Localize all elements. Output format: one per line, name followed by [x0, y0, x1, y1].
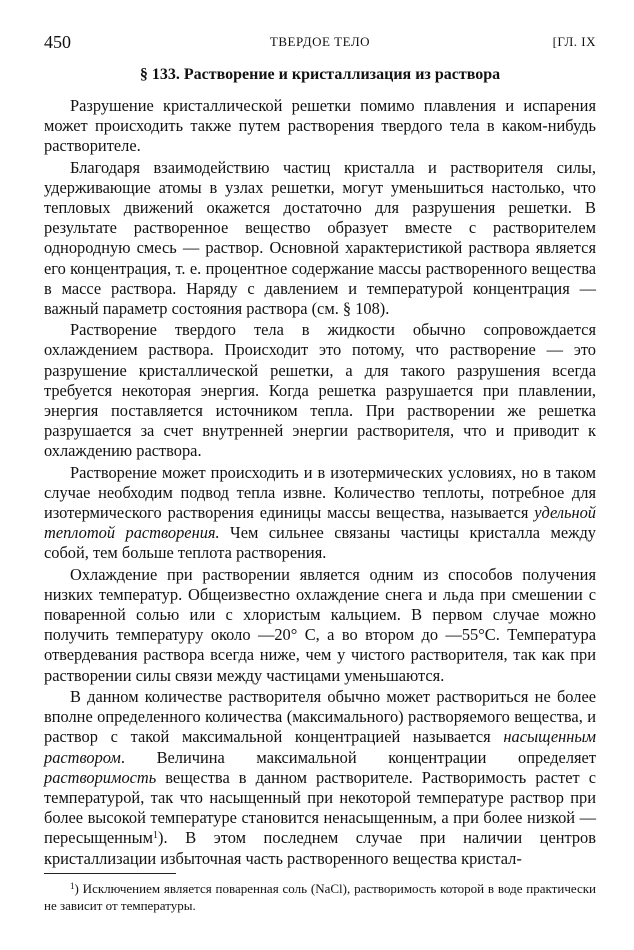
paragraph-1: Разрушение кристаллической решетки помимо плавления и испарения может происходить также путем растворения твердого тела в каком-нибудь растворителе.: [44, 96, 596, 156]
term-solubility: растворимость: [44, 767, 157, 787]
paragraph-3: Растворение твердого тела в жидкости обычно сопровождается охлаждением раствора. Происходит это потому, что растворение — это разрушение кристаллической решетки, а для такого разрушения всегда требуется некоторая энергия. Когда решетка разрушается при плавлении, энергия поставляется источником тепла. При растворении же решетка разрушается за счет внутренней энергии растворителя, что и приводит к охлаждению раствора.: [44, 320, 596, 461]
footnote-reference[interactable]: 1: [153, 830, 159, 842]
paragraph-4-text-after: Чем сильнее связаны частицы кристалла между собой, тем больше теплота растворения.: [44, 523, 596, 563]
footnote-paragraph: [44, 880, 596, 914]
paragraph-6-part-4: ). В этом последнем случае при наличии центров кристаллизации избыточная часть растворенного вещества кристал-: [44, 828, 596, 868]
running-head: [44, 30, 596, 54]
footnote-marker: 1: [70, 881, 75, 891]
paragraph-5: Охлаждение при растворении является одним из способов получения низких температур. Общеизвестно охлаждение снега и льда при смешении с поваренной солью или с хлористым кальцием. В первом случае можно получить температуру около —20° С, а во втором до —55°С. Температура отвердевания раствора всегда ниже, чем у чистого растворителя, так как при растворении силы связи между частицами уменьшаются.: [44, 564, 596, 685]
paragraph-6-part-1: В данном количестве растворителя обычно может раствориться не более вполне определенного количества (максимального) растворяемого вещества, и раствор с такой максимальной концентрацией называется: [44, 686, 596, 747]
section-title: § 133. Растворение и кристаллизация из раствора: [139, 66, 501, 83]
paragraph-4: [44, 463, 596, 564]
term-saturated-solution: насыщенным раствором: [44, 727, 596, 767]
page-number: 450: [44, 32, 71, 52]
footnote-text: ) Исключением является поваренная соль (NaCl), растворимость которой в воде практически не зависит от температуры.: [44, 881, 596, 913]
paragraph-2: Благодаря взаимодействию частиц кристалла и растворителя силы, удерживающие атомы в узлах решетки, могут уменьшиться настолько, что тепловых движений окажется достаточно для разрушения решетки. В результате растворенное вещество образует вместе с растворителем однородную смесь — раствор. Основной характеристикой раствора является его концентрация, т. е. процентное содержание массы растворенного вещества в массе раствора. Наряду с давлением и температурой концентрация — важный параметр состояния раствора (см. § 108).: [44, 157, 596, 319]
footnote-rule: [44, 873, 176, 874]
paragraph-6-part-3: вещества в данном растворителе. Растворимость растет с температурой, так что насыщенный при некоторой температуре раствор при более высокой температуре становится ненасыщенным, а при более низкой — пересыщенным: [44, 767, 596, 848]
footnote: [44, 880, 596, 914]
paragraph-4-text-before: Растворение может происходить и в изотермических условиях, но в таком случае необходим подвод тепла извне. Количество теплоты, потребное для изотермического растворения единицы массы вещества, называется: [44, 462, 596, 523]
running-title: ТВЕРДОЕ ТЕЛО: [269, 34, 371, 49]
body-text: [44, 96, 596, 870]
paragraph-6-part-2: . Величина максимальной концентрации определяет: [120, 747, 596, 767]
chapter-label: [ГЛ. IX: [552, 34, 596, 49]
paragraph-6: [44, 687, 596, 869]
term-heat-of-solution: удельной теплотой растворения.: [44, 503, 596, 543]
